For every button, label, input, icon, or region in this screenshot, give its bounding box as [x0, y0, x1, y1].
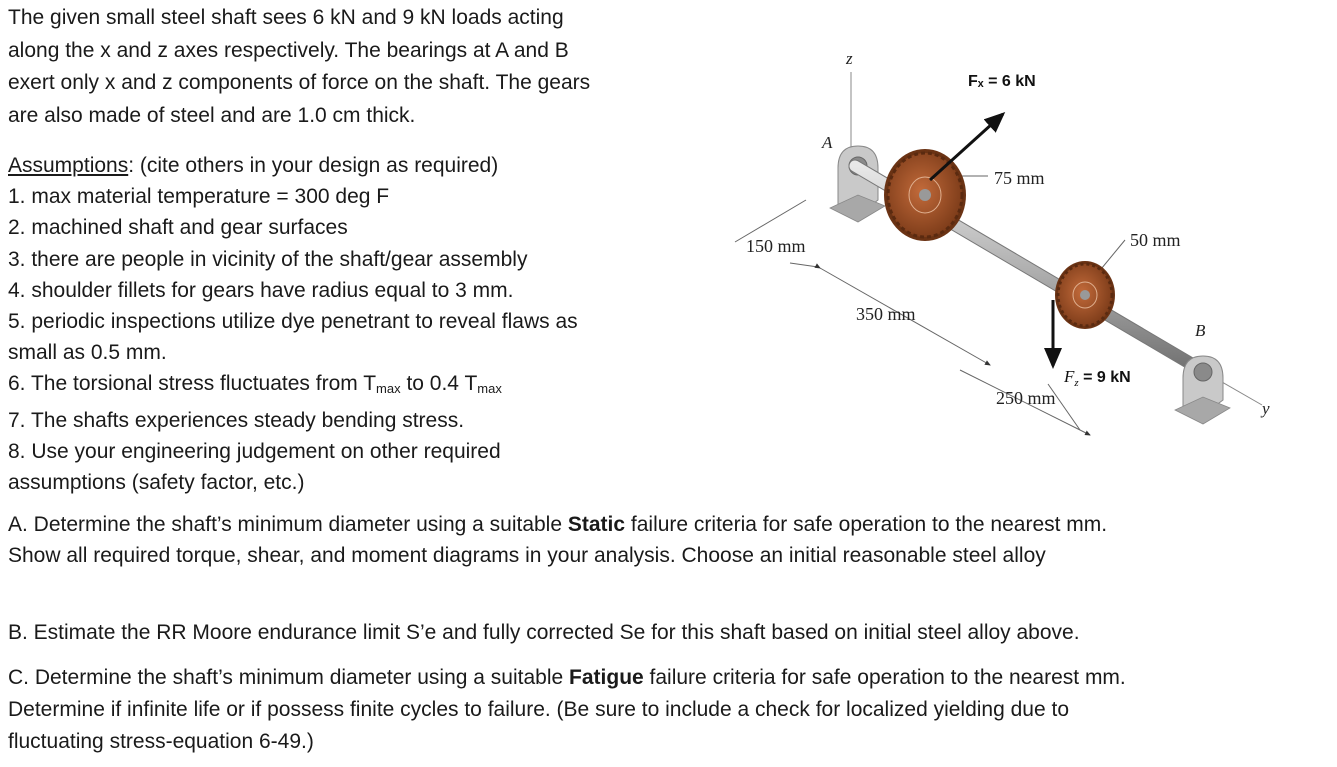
assumption-1: 1. max material temperature = 300 deg F	[8, 185, 390, 209]
assumption-2: 2. machined shaft and gear surfaces	[8, 216, 348, 240]
question-c-pre: C. Determine the shaft’s minimum diameter using a suitable	[8, 666, 570, 689]
assumption-6-mid: to 0.4 T	[400, 372, 478, 396]
label-a: A	[822, 133, 833, 152]
force-z-symbol: F	[1064, 367, 1075, 386]
question-b-text: B. Estimate the RR Moore endurance limit S’e and fully corrected Se for this shaft based on initial steel alloy above.	[8, 621, 1080, 644]
y-axis-label: y	[1262, 399, 1270, 418]
question-a-pre: A. Determine the shaft’s minimum diameter using a suitable	[8, 513, 568, 536]
question-a	[8, 509, 1328, 571]
question-c-bold: Fatigue	[569, 666, 644, 689]
dim-350-label: 350 mm	[856, 304, 916, 324]
gear-large	[884, 149, 966, 241]
assumption-5: 5. periodic inspections utilize dye penetrant to reveal flaws as	[8, 310, 578, 334]
intro-line-4: are also made of steel and are 1.0 cm thick.	[8, 103, 416, 127]
assumption-6-sub1: max	[376, 381, 401, 397]
intro-line-3: exert only x and z components of force on the shaft. The gears	[8, 71, 591, 94]
problem-intro	[8, 2, 698, 132]
assumptions-heading-rest: : (cite others in your design as required)	[128, 154, 499, 177]
shaft-gear-figure	[720, 0, 1320, 470]
assumptions-list	[8, 150, 698, 498]
assumption-6	[8, 368, 698, 404]
question-c-line-2: Determine if infinite life or if possess finite cycles to failure. (Be sure to include a check for localized yielding due to	[8, 698, 1070, 721]
question-a-line-2: Show all required torque, shear, and moment diagrams in your analysis. Choose an initial reasonable steel alloy	[8, 544, 1046, 567]
force-x-arrow	[930, 114, 1003, 180]
label-b: B	[1195, 321, 1206, 340]
question-c-line-3: fluctuating stress-equation 6-49.)	[8, 730, 314, 753]
question-c-post: failure criteria for safe operation to the nearest mm.	[643, 666, 1126, 689]
intro-line-1: The given small steel shaft sees 6 kN and 9 kN loads acting	[8, 6, 564, 29]
question-a-line-1	[8, 509, 1328, 540]
dim-75-label: 75 mm	[994, 168, 1045, 188]
dim-250-label: 250 mm	[996, 388, 1056, 408]
assumption-7: 7. The shafts experiences steady bending stress.	[8, 408, 465, 432]
question-c-line-1	[8, 662, 1328, 694]
assumption-8-cont: assumptions (safety factor, etc.)	[8, 471, 305, 495]
question-b	[8, 617, 1328, 648]
force-z-sub: z	[1074, 377, 1079, 389]
force-z-label	[1063, 367, 1131, 389]
assumptions-heading: Assumptions	[8, 154, 129, 177]
assumption-8: 8. Use your engineering judgement on other required	[8, 439, 501, 463]
force-z-value: = 9 kN	[1078, 369, 1131, 386]
dim-150-tick	[790, 263, 818, 267]
dim-150-label: 150 mm	[746, 236, 806, 256]
question-a-bold: Static	[567, 513, 626, 536]
assumption-6-pre: 6. The torsional stress fluctuates from T	[8, 372, 377, 396]
assumption-4: 4. shoulder fillets for gears have radius equal to 3 mm.	[8, 278, 514, 302]
assumption-3: 3. there are people in vicinity of the shaft/gear assembly	[8, 247, 528, 271]
dim-50-label: 50 mm	[1130, 230, 1181, 250]
gear-small	[1055, 261, 1115, 329]
intro-line-2: along the x and z axes respectively. The bearings at A and B	[8, 38, 569, 62]
force-x-label: Fₓ = 6 kN	[968, 73, 1036, 90]
question-a-post: failure criteria for safe operation to the nearest mm.	[625, 513, 1108, 536]
question-c	[8, 662, 1328, 758]
assumptions-heading-line	[8, 150, 698, 181]
assumption-6-sub2: max	[477, 381, 502, 397]
z-axis-label: z	[846, 49, 853, 68]
assumption-5-cont: small as 0.5 mm.	[8, 341, 167, 365]
